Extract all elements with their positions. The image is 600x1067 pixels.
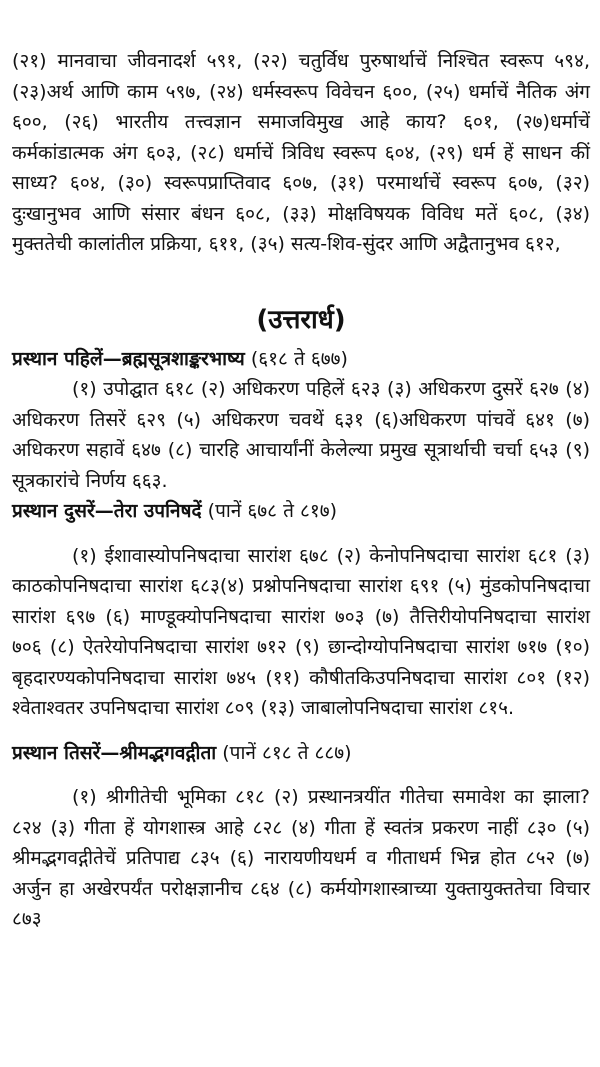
section-title: प्रस्थान तिसरें—श्रीमद्भगवद्गीता (12, 741, 217, 764)
section-block-2 (12, 496, 590, 724)
section-body: (१) श्रीगीतेची भूमिका ८१८ (२) प्रस्थानत्रयींत गीतेचा समावेश का झाला? ८२४ (३) गीता हें योगशास्त्र आहे ८२८ (४) गीता हें स्वतंत्र प्रकरण नाहीं ८३० (५) श्रीमद्भगवद्गीतेचें प्रतिपाद्य ८३५ (६) नारायणीयधर्म व गीताधर्म भिन्न होत ८५२ (७) अर्जुन हा अखेरपर्यंत परोक्षज्ञानीच ८६४ (८) कर्मयोगशास्त्राच्या युक्तायुक्ततेचा विचार ८७३ (12, 786, 590, 930)
section-body: (१) उपोद्घात ६१८ (२) अधिकरण पहिलें ६२३ (३) अधिकरण दुसरें ६२७ (४) अधिकरण तिसरें ६२९ (५) अधिकरण चवथें ६३१ (६)अधिकरण पांचवें ६४१ (७) अधिकरण सहावें ६४७ (८) चारहि आचार्यांनीं केलेल्या प्रमुख सूत्रार्थाची चर्चा ६५३ (९) सूत्रकारांचे निर्णय ६६३. (12, 378, 590, 492)
spacer (12, 724, 590, 738)
section-title: प्रस्थान पहिलें—ब्रह्मसूत्रशाङ्करभाष्य (12, 347, 245, 370)
spacer (12, 768, 590, 782)
intro-paragraph: (२१) मानवाचा जीवनादर्श ५९१, (२२) चतुर्विध पुरुषार्थाचें निश्चित स्वरूप ५९४, (२३)अर्थ आणि काम ५९७, (२४) धर्मस्वरूप विवेचन ६००, (२५) धर्माचें नैतिक अंग ६००, (२६) भारतीय तत्त्वज्ञान समाजविमुख आहे काय? ६०१, (२७)धर्माचें कर्मकांडात्मक अंग ६०३, (२८) धर्माचें त्रिविध स्वरूप ६०४, (२९) धर्म हें साधन कीं साध्य? ६०४, (३०) स्वरूपप्राप्तिवाद ६०७, (३१) परमार्थाचें स्वरूप ६०७, (३२) दुःखानुभव आणि संसार बंधन ६०८, (३३) मोक्षविषयक विविध मतें ६०८, (३४) मुक्ततेची कालांतील प्रक्रिया, ६११, (३५) सत्य-शिव-सुंदर आणि अद्वैतानुभव ६१२, (12, 50, 590, 255)
spacer (12, 527, 590, 541)
document-page (12, 46, 590, 935)
section-page-range: (पानें ६७८ ते ८१७) (201, 500, 337, 522)
section-title: प्रस्थान दुसरें—तेरा उपनिषदें (12, 500, 202, 522)
section-block-1 (12, 344, 590, 497)
section-heading-uttarardha: (उत्तरार्ध) (256, 304, 346, 335)
section-block-3 (12, 738, 590, 935)
section-title-line (12, 738, 590, 769)
section-page-range: (पानें ८१८ ते ८८७) (216, 741, 352, 764)
section-body: (१) ईशावास्योपनिषदाचा सारांश ६७८ (२) केनोपनिषदाचा सारांश ६८१ (३) काठकोपनिषदाचा सारांश ६८३(४) प्रश्नोपनिषदाचा सारांश ६९१ (५) मुंडकोपनिषदाचा सारांश ६९७ (६) माण्डूक्योपनिषदाचा सारांश ७०३ (७) तैत्तिरीयोपनिषदाचा सारांश ७०६ (८) ऐतरेयोपनिषदाचा सारांश ७१२ (९) छान्दोग्योपनिषदाचा सारांश ७१७ (१०) बृहदारण्यकोपनिषदाचा सारांश ७४५ (११) कौषीतकिउपनिषदाचा सारांश ८०१ (१२) श्वेताश्वतर उपनिषदाचा सारांश ८०९ (१३) जाबालोपनिषदाचा सारांश ८१५. (12, 544, 590, 719)
section-page-range: (६१८ ते ६७७) (244, 347, 348, 370)
section-title-line (12, 344, 590, 375)
section-title-line (12, 496, 590, 527)
